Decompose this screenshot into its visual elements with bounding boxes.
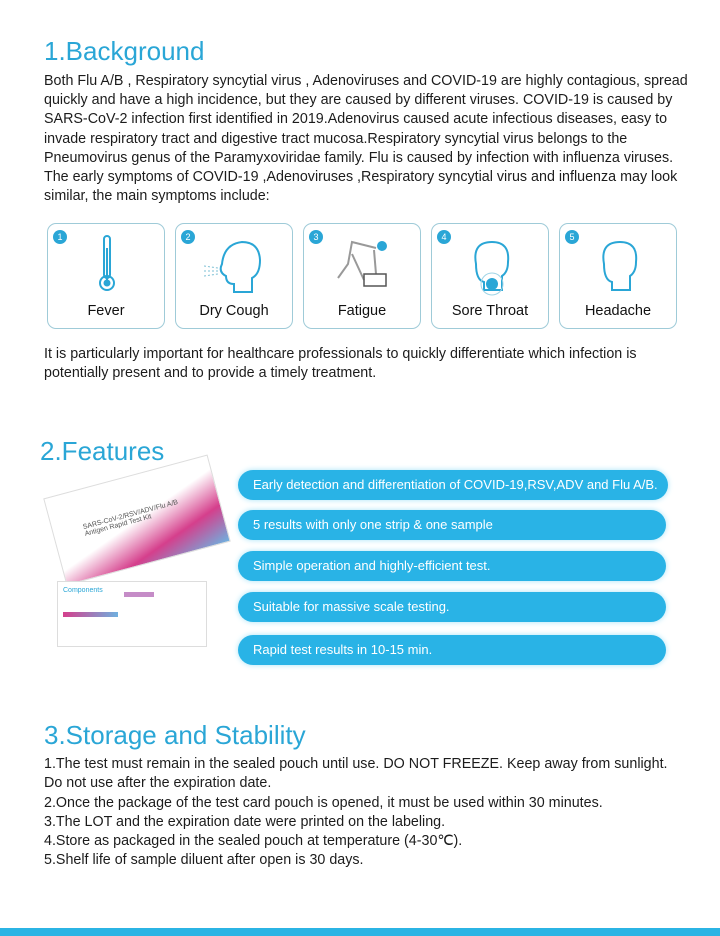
closing-paragraph: It is particularly important for healthcare professionals to quickly differentiate which infection is potentially present and to provide a timely treatment. <box>44 346 637 382</box>
number-badge: 3 <box>309 230 323 244</box>
storage-heading: 3.Storage and Stability <box>44 720 306 750</box>
background-heading: 1.Background <box>44 36 205 66</box>
product-box-title: SARS-CoV-2/RSV/ADV/Flu A/B Antigen Rapid Test Kit <box>82 498 179 538</box>
symptom-card-sore-throat <box>431 223 549 329</box>
storage-list <box>44 755 684 871</box>
feature-item: Suitable for massive scale testing. <box>238 592 666 622</box>
symptom-cards <box>47 223 677 329</box>
storage-item: 3.The LOT and the expiration date were printed on the labeling. <box>44 813 446 830</box>
storage-item: 2.Once the package of the test card pouch is opened, it must be used within 30 minutes. <box>44 794 603 811</box>
storage-item: 4.Store as packaged in the sealed pouch at temperature (4-30℃). <box>44 833 463 850</box>
feature-item: Simple operation and highly-efficient test. <box>238 551 666 581</box>
footer-bar <box>0 928 720 936</box>
symptom-label: Fever <box>87 303 125 319</box>
number-badge: 1 <box>53 230 67 244</box>
cough-icon <box>204 234 264 296</box>
number-badge: 2 <box>181 230 195 244</box>
symptom-card-headache <box>559 223 677 329</box>
features-heading: 2.Features <box>40 436 165 466</box>
number-badge: 5 <box>565 230 579 244</box>
symptom-label: Fatigue <box>337 303 387 319</box>
feature-item: 5 results with only one strip & one sample <box>238 510 666 540</box>
fatigue-icon <box>334 234 394 296</box>
feature-item: Rapid test results in 10-15 min. <box>238 635 666 665</box>
background-paragraph: Both Flu A/B , Respiratory syncytial virus , Adenoviruses and COVID-19 are highly contagious, spread quickly and have a high incidence, but they are caused by different viruses. COVID-19 is caused by SARS-CoV-2 infection first identified in 2019.Adenovirus caused acute infectious diseases, easy to invade respiratory tract and digestive tract mucosa.Respiratory syncytial virus belongs to the Pneumovirus genus of the Paramyxoviridae family. Flu is caused by infection with influenza viruses. The early symptoms of COVID-19 ,Adenoviruses ,Respiratory syncytial virus and influenza may look similar, the main symptoms include: <box>44 73 688 205</box>
headache-icon <box>594 234 644 296</box>
product-box-image <box>43 455 231 586</box>
number-badge: 4 <box>437 230 451 244</box>
sore-throat-icon <box>466 234 516 296</box>
components-label: Components <box>63 587 103 594</box>
storage-item: 5.Shelf life of sample diluent after open is 30 days. <box>44 852 364 869</box>
symptom-card-fever <box>47 223 165 329</box>
symptom-label: Dry Cough <box>199 303 269 319</box>
symptom-label: Sore Throat <box>451 303 529 319</box>
feature-item: Early detection and differentiation of COVID-19,RSV,ADV and Flu A/B. <box>238 470 668 500</box>
product-box-back-image <box>57 581 207 647</box>
symptom-card-fatigue <box>303 223 421 329</box>
symptom-card-dry-cough <box>175 223 293 329</box>
symptom-label: Headache <box>584 303 652 319</box>
storage-item: 1.The test must remain in the sealed pouch until use. DO NOT FREEZE. Keep away from sunlight. Do not use after the expiration date. <box>44 756 668 792</box>
thermometer-icon <box>82 234 132 294</box>
